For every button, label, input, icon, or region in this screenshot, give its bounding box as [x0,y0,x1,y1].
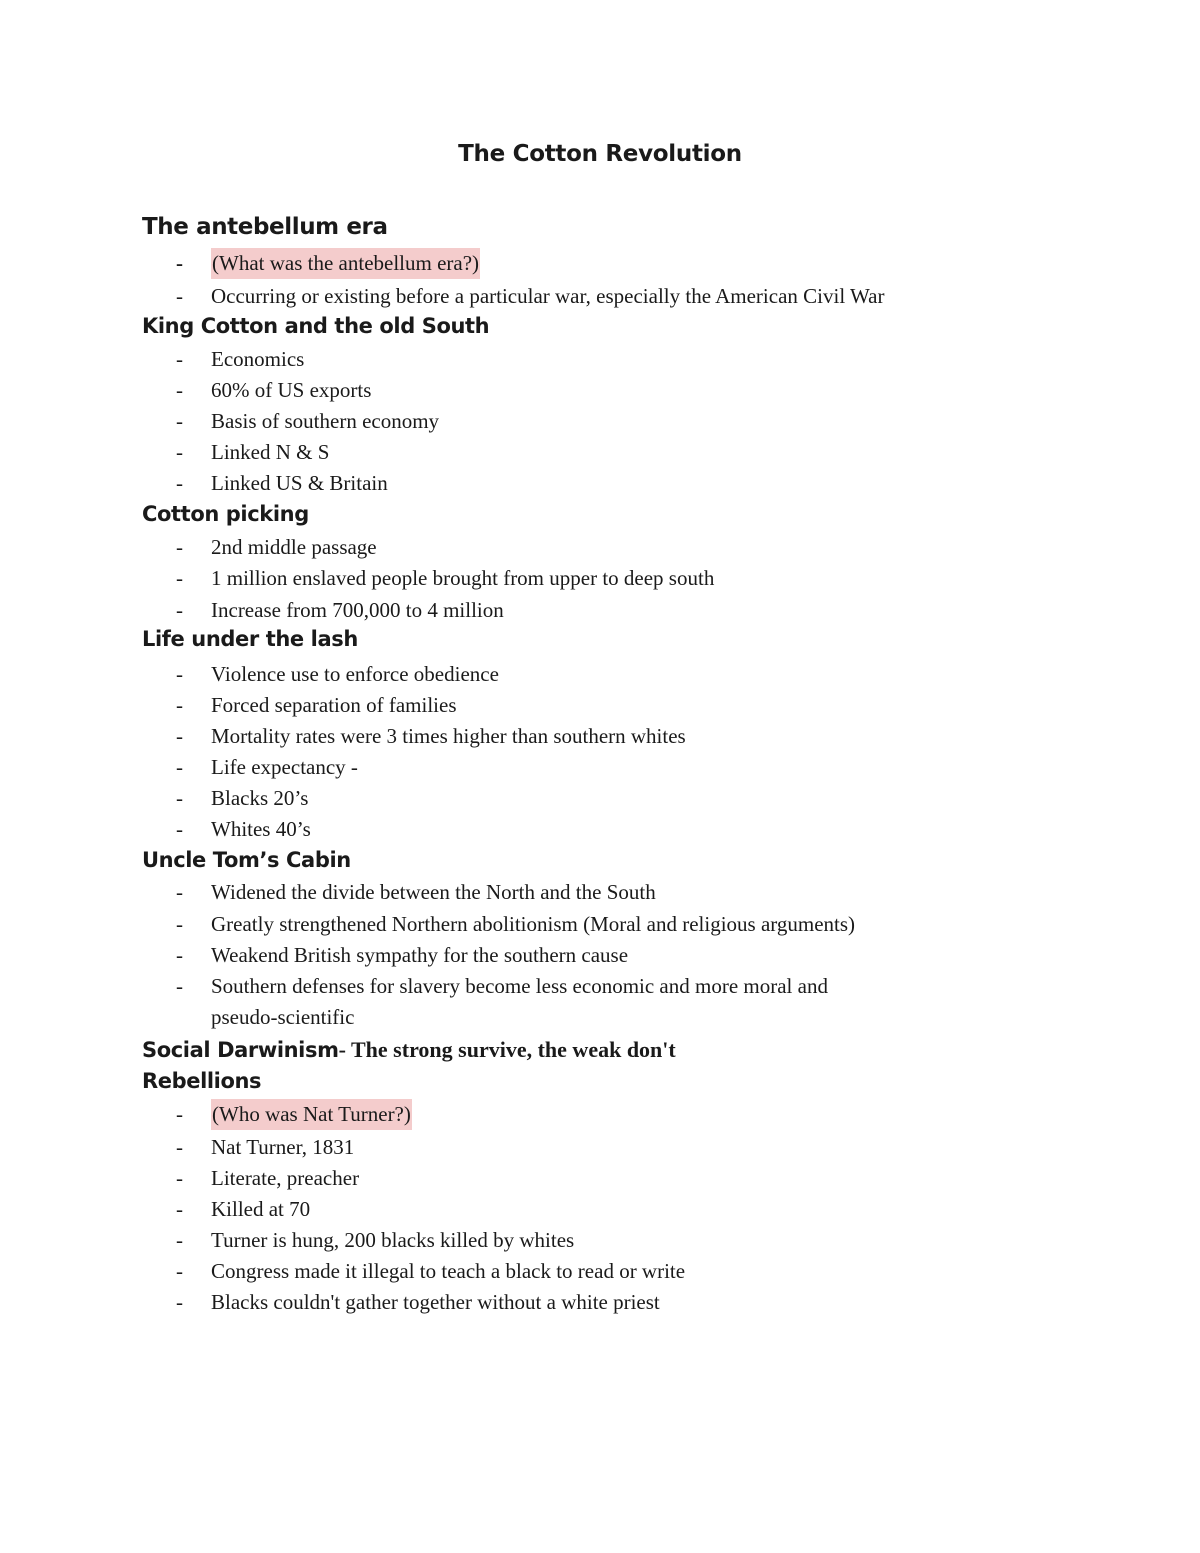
list-item-text: Greatly strengthened Northern abolitionism (Moral and religious arguments) [211,912,856,936]
list-item-text: Mortality rates were 3 times higher than southern whites [211,724,686,748]
bullet-dash: - [176,817,183,841]
bullet-dash: - [176,1228,183,1252]
list-item-text: Weakend British sympathy for the southern cause [211,943,629,967]
bullet-dash: - [176,943,183,967]
list-item-text: Blacks 20’s [211,786,309,810]
list-item-text: 60% of US exports [211,378,372,402]
list-item-text: Southern defenses for slavery become less economic and more moral and [211,974,828,998]
document-title: The Cotton Revolution [458,141,742,167]
list-item-text: 1 million enslaved people brought from upper to deep south [211,566,715,590]
list-item-text: Economics [211,347,305,371]
bullet-dash: - [176,1135,183,1159]
list-item-text: Widened the divide between the North and the South [211,880,656,904]
bullet-dash: - [176,378,183,402]
bullet-dash: - [176,755,183,779]
list-item-text: Forced separation of families [211,693,457,717]
bullet-dash: - [176,471,183,495]
bullet-dash: - [176,1102,183,1126]
list-item-text: Killed at 70 [211,1197,311,1221]
bullet-dash: - [176,1197,183,1221]
list-item-text: Congress made it illegal to teach a black to read or write [211,1259,686,1283]
social-darwinism-definition: - The strong survive, the weak don't [338,1037,676,1062]
section-heading-social-darwinism: Social Darwinism [142,1038,339,1062]
bullet-dash: - [176,409,183,433]
section-heading-rebellions: Rebellions [142,1069,262,1093]
section-heading-life-under-lash: Life under the lash [142,627,358,651]
list-item-text: Basis of southern economy [211,409,440,433]
bullet-dash: - [176,1166,183,1190]
list-item-text: Life expectancy - [211,755,358,779]
section-heading-cotton-picking: Cotton picking [142,502,309,526]
list-item-text: Literate, preacher [211,1166,360,1190]
section-heading-antebellum: The antebellum era [142,214,388,240]
bullet-dash: - [176,912,183,936]
bullet-dash: - [176,724,183,748]
bullet-dash: - [176,880,183,904]
list-item-text: 2nd middle passage [211,535,377,559]
list-item-text: Turner is hung, 200 blacks killed by whites [211,1228,575,1252]
bullet-dash: - [176,1290,183,1314]
bullet-dash: - [176,284,183,308]
bullet-dash: - [176,598,183,622]
section-heading-uncle-toms-cabin: Uncle Tom’s Cabin [142,848,351,872]
list-item-text: Whites 40’s [211,817,311,841]
bullet-dash: - [176,974,183,998]
bullet-dash: - [176,535,183,559]
list-item-text: Violence use to enforce obedience [211,662,499,686]
highlighted-question: (Who was Nat Turner?) [211,1099,412,1130]
list-item-text: Increase from 700,000 to 4 million [211,598,504,622]
bullet-dash: - [176,347,183,371]
bullet-dash: - [176,251,183,275]
bullet-dash: - [176,566,183,590]
list-item-text: Linked US & Britain [211,471,388,495]
social-darwinism-line [142,1037,676,1063]
highlighted-question: (What was the antebellum era?) [211,248,480,279]
section-heading-king-cotton: King Cotton and the old South [142,314,490,338]
bullet-dash: - [176,1259,183,1283]
list-item-continuation: pseudo-scientific [211,1005,355,1029]
bullet-dash: - [176,662,183,686]
bullet-dash: - [176,693,183,717]
list-item-text: Occurring or existing before a particular war, especially the American Civil War [211,284,885,308]
list-item-text: Nat Turner, 1831 [211,1135,355,1159]
list-item-text: Blacks couldn't gather together without a white priest [211,1290,660,1314]
bullet-dash: - [176,786,183,810]
list-item-text: Linked N & S [211,440,330,464]
bullet-dash: - [176,440,183,464]
